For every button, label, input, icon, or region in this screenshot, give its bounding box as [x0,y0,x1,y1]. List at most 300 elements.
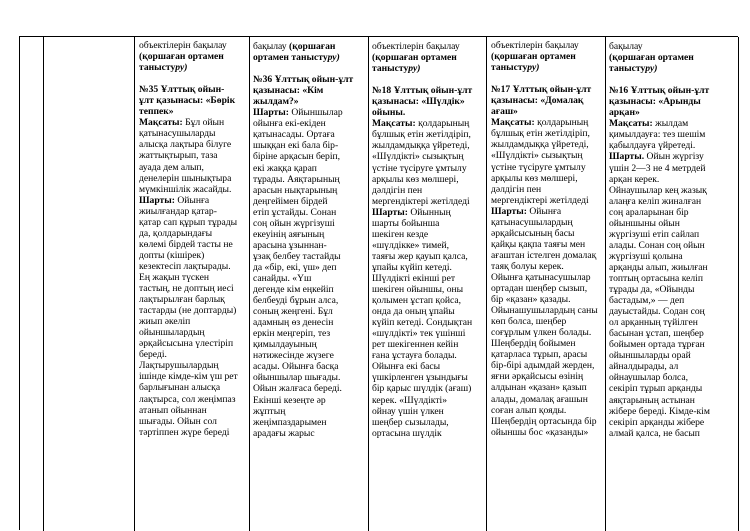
text-run: бойымен ортада тұрған [609,339,705,351]
text-run: соғұрлым үлкен болады. [491,327,592,339]
text-line [372,151,486,162]
text-run: соның жеңгені. Бұл [253,306,333,318]
text-run: алмай қалса, не басып [609,427,700,439]
text-line [139,73,249,84]
text-run: танысту [372,63,409,75]
text-line [139,162,249,173]
text-run: қайқы қақпа таяғы мен [491,238,586,250]
text-line [253,317,368,328]
text-line [139,95,249,106]
text-run: объектілерін бақылау [139,40,227,51]
text-line [609,96,738,107]
text-run: секіріп тұрып арқанды [609,383,703,395]
text-line [372,185,486,196]
text-line [139,360,249,371]
text-run: шеңбер сызылады, [372,416,449,428]
text-run: бұлшық етін жетілдіріп, [491,128,590,140]
text-line [609,383,738,394]
text-line [609,118,738,129]
text-line [253,196,368,207]
text-line [139,51,249,62]
text-line [609,163,738,174]
text-line [491,195,605,206]
text-run: дауыстайды. Содан соң [609,306,705,318]
text-line [609,174,738,185]
text-run: ойыншылар шығады. [253,372,341,384]
text-run: деңгейімен бірдей [253,195,328,207]
text-line [253,251,368,262]
text-line [253,85,368,96]
text-line [253,306,368,317]
text-line [372,140,486,151]
text-line [253,151,368,162]
text-run: жылдамдыққа үйретеді, [491,139,589,151]
text-run: №35 Ұлттық ойын- [139,84,225,96]
text-run: ғана ұстауға болады. [372,350,457,362]
text-line [253,284,368,295]
text-line [491,84,605,95]
text-line [372,339,486,350]
text-run: үстіне түсіруге ұмтылу [491,161,586,173]
text-line [609,107,738,118]
text-line [491,62,605,73]
table-cell [139,40,249,438]
text-run: еркін меңгеріп, тез [253,328,331,340]
text-run: да «бір, екі, үш» деп [253,261,337,273]
text-line [491,117,605,128]
text-line [491,261,605,272]
text-line [609,218,738,229]
table-cell [491,40,605,438]
text-run: арқылы көз мөлшері, [491,172,578,184]
text-run: жиылғандар қатар- [139,205,217,217]
text-run: санайды. «Үш [253,272,312,284]
text-line [253,240,368,251]
text-run: береді. [139,349,167,361]
text-line [372,361,486,372]
text-run: ойыншы бос «қазанды» [491,426,589,438]
text-line [609,251,738,262]
text-run: біріне арқасын беріп, [253,151,341,163]
text-run: Бұл ойын [182,117,225,129]
text-run: ішінде кімде-кім үш рет [139,371,238,383]
text-line [372,383,486,394]
text-line [139,272,249,283]
text-line [491,416,605,427]
text-run: лақтырса, сол жеңімпаз [139,393,236,405]
text-line [139,283,249,294]
text-line [253,372,368,383]
text-run: ортадан шеңбер сызып, [491,283,588,295]
text-run: үстіне түсіруге ұмтылу [372,162,467,174]
text-run: соң ойын жүргізуші [253,217,335,229]
text-line [253,406,368,417]
text-run: алдынан «қазан» қазып [491,382,587,394]
text-line [491,228,605,239]
text-line [609,295,738,306]
text-run: Ойынға қатынасушылар [491,271,591,283]
text-line [491,371,605,382]
text-line [609,196,738,207]
text-line [491,217,605,228]
text-run: №17 Ұлттық ойын-ұлт [491,84,592,96]
text-run: адамның өз денесін [253,317,334,329]
text-line [253,229,368,240]
text-line [372,163,486,174]
text-run: аяқтарының астынан [609,394,695,406]
text-run: ағаштан істелген домалақ [491,249,597,261]
text-line [253,174,368,185]
text-run: ойнаушылар болса, [609,372,689,384]
text-run: нәтижесінде жүзеге [253,350,334,362]
text-line [372,317,486,328]
text-run: Мақсаты: [491,117,535,129]
text-line [372,74,486,85]
text-line [372,196,486,207]
text-run: қазынасы: «Кім [253,85,324,97]
text-line [372,174,486,185]
text-line [491,394,605,405]
text-line [253,140,368,151]
text-run: ру) [527,62,540,74]
text-line [609,372,738,383]
text-run: кезектесіп лақтырады. [139,260,231,272]
text-line [491,95,605,106]
text-line [139,394,249,405]
text-run: ағаш» [491,106,518,118]
text-line [139,316,249,327]
text-run: ойыншыны ойын [609,217,680,229]
text-line [491,305,605,316]
text-run: (қоршаған ортамен [372,52,457,64]
text-line [253,328,368,339]
text-line [609,406,738,417]
text-run: әрқайсысының басы [491,227,575,239]
text-run: ауада дем алып, [139,161,204,173]
text-line [253,262,368,273]
text-run: үшін 2—3 не 4 метрдей [609,162,706,174]
text-run: қолымен ұстап қойса, [372,295,462,307]
text-run: Шарты: [253,107,289,119]
text-line [253,163,368,174]
text-line [491,139,605,150]
table-cell [372,41,486,439]
text-run: жүргізуші қолына [609,250,683,262]
text-run: Ойыншылар [288,107,343,119]
text-run: қолдарының [415,118,470,130]
text-run: күйіп кетеді. Сондықтан [372,317,473,329]
text-run: қатынасушыларды [139,128,216,140]
text-line [491,184,605,195]
text-line [253,207,368,218]
text-line [609,207,738,218]
text-line [139,40,249,51]
text-line [609,284,738,295]
text-line [253,218,368,229]
text-run: да, қолдарындағы [139,227,213,239]
text-line [491,128,605,139]
text-run: қатынасушылардың [491,216,573,228]
text-line [372,41,486,52]
text-run: (қоршаған ортамен [491,51,576,63]
text-run: ойыншылардың [139,327,205,339]
text-run: мергендіктері жетілдеді [491,194,589,206]
text-run: «шүлдікке» тимей, [372,239,450,251]
text-line [609,350,738,361]
text-line [609,185,738,196]
text-line [609,74,738,85]
text-run: Ойынға [526,205,562,217]
text-run: жиып әкеліп [139,316,191,328]
text-line [609,85,738,96]
text-line [491,316,605,327]
text-run: тастың, не доптың иесі [139,283,234,295]
text-line [491,150,605,161]
text-run: Ойынашушылардың саны [491,305,598,317]
text-line [139,261,249,272]
text-line [372,52,486,63]
text-line [609,52,738,63]
text-run: (қоршаған ортамен [609,52,694,64]
text-line [139,305,249,316]
text-run: яғни әрқайсысы өзінің [491,371,584,383]
text-run: ұпайы күйіп кетеді. [372,261,452,273]
text-line [139,239,249,250]
text-line [372,428,486,439]
text-line [372,96,486,107]
text-line [139,206,249,217]
text-line [372,229,486,240]
text-line [372,118,486,129]
text-line [491,427,605,438]
text-run: арқан» [609,107,640,119]
text-run: қазынасы: «Домалақ [491,95,584,107]
text-run: алады, домалақ ағашын [491,393,588,405]
text-line [491,40,605,51]
text-line [253,417,368,428]
text-run: Шүлдікті екінші рет [372,272,456,284]
text-line [609,361,738,372]
text-run: топтың ортасына келіп [609,272,703,284]
text-run: арасын нықтарының [253,184,338,196]
text-line [372,395,486,406]
text-run: шарты бойынша [372,217,440,229]
text-run: жеңімпаздарымен [253,416,327,428]
text-run: объектілерін бақылау [491,40,579,51]
text-line [253,52,368,63]
text-run: белбеуді бұрын алса, [253,295,339,307]
text-line [253,339,368,350]
text-run: шекіген кезде [372,228,429,240]
text-line [491,272,605,283]
text-line [372,406,486,417]
text-run: ойнау үшін үлкен [372,405,444,417]
text-run: Мақсаты: [139,117,183,129]
text-run: ру) [645,63,658,75]
text-line [253,350,368,361]
text-line [253,41,368,52]
text-line [139,382,249,393]
text-line [491,106,605,117]
text-run: Шарты: [139,194,175,206]
text-run: ойыны. [372,107,406,119]
text-run: басынан ұстап, шеңбер [609,328,704,340]
text-run: ойынға екі-екіден [253,118,326,130]
text-line [372,417,486,428]
text-line [139,106,249,117]
text-run: үшкірленген ұзындығы [372,372,468,384]
text-run: айналдырады, ал [609,361,679,373]
text-run: арқан керек. [609,173,660,185]
text-run: Ойын жүргізу [644,151,704,163]
text-run: бір-бірі адымдай жерден, [491,360,595,372]
text-line [491,349,605,360]
text-line [253,129,368,140]
text-run: ұлт қазынасы: «Бөрік [139,95,236,107]
text-run: мергендіктері жетілдеді [372,195,470,207]
text-run: денелерін шынықтыра [139,172,232,184]
text-line [139,184,249,195]
text-line [491,73,605,84]
text-line [253,118,368,129]
text-run: екеуінің аяғының [253,228,325,240]
text-run: онда да оның ұпайы [372,306,455,318]
text-run: дегенде кім еңкейіп [253,284,334,296]
text-run: секіріп арқанды жібере [609,416,705,428]
text-line [609,339,738,350]
text-run: Екінші кезеңте әр [253,394,326,406]
text-run: ұзақ белбеу тастайды [253,250,341,262]
text-run: Шеңбердің бойымен [491,338,576,350]
text-run: Шарты: [372,206,408,218]
text-run: жылдам [652,118,689,130]
text-run: алысқа лақтыра білуге [139,139,232,151]
text-line [253,107,368,118]
text-run: Шарты. [609,151,645,163]
text-line [491,51,605,62]
text-run: шыққан екі бала бір- [253,140,339,152]
text-run: «Шүлдікті» сызықтың [372,151,464,163]
text-run: «шүлдікті» тек үшінші [372,328,466,340]
text-line [609,273,738,284]
text-line [372,328,486,339]
text-run: екі жаққа қарап [253,162,317,174]
text-run: жаттықтырып, таза [139,150,218,162]
table-column-day-5 [606,37,739,531]
text-line [609,129,738,140]
text-line [139,62,249,73]
text-run: теппек» [139,106,174,118]
text-line [491,294,605,305]
text-run: Ойынға екі басы [372,361,441,373]
text-run: қазынасы: «Шүлдік» [372,96,465,108]
text-line [372,306,486,317]
text-line [253,273,368,284]
text-run: Мақсаты: [372,118,416,130]
text-line [609,262,738,273]
text-run: жібере береді. Кімде-кім [609,405,710,417]
text-run: ортамен танысту [253,52,328,64]
text-run: допты (кішірек) [139,249,205,261]
text-line [372,129,486,140]
text-line [253,96,368,107]
table-column-day-3 [369,37,487,531]
text-line [253,74,368,85]
text-line [491,382,605,393]
text-run: барлығынан алысқа [139,382,221,394]
text-run: бақылау [253,41,289,52]
text-line [609,317,738,328]
text-run: Шеңбердің ортасында бір [491,415,597,427]
text-run: бір қарыс шүлдік (ағаш) [372,383,472,395]
text-run: соған алып қояды. [491,404,567,416]
text-run: тұрады. Аяқтарының [253,173,340,185]
text-run: (қоршаған [289,41,336,52]
text-run: тастарды (не доптарды) [139,305,237,317]
text-line [609,140,738,151]
text-run: ру) [408,63,421,75]
text-line [139,195,249,206]
text-line [491,283,605,294]
text-run: қатарласа тұрып, арасы [491,349,588,361]
text-run: арқылы көз мөлшері, [372,173,459,185]
text-line [139,349,249,360]
text-run: жұптың [253,405,286,417]
text-line [372,63,486,74]
text-run: (қоршаған ортамен [139,51,224,63]
text-line [139,250,249,261]
text-line [139,84,249,95]
text-line [372,273,486,284]
text-line [609,240,738,251]
text-line [253,395,368,406]
plan-table [19,36,738,530]
text-run: арқанды алып, жиылған [609,261,708,273]
text-run: танысту [609,63,646,75]
text-run: танысту [491,62,528,74]
text-run: ортасына шүлдік [372,427,442,439]
table-cell [609,41,738,439]
text-line [372,372,486,383]
text-line [491,405,605,416]
text-run: дәлдігін пен [491,183,542,195]
text-run: Лақтырушылардың [139,360,219,372]
text-run: жылдамдыққа үйретеді, [372,140,470,152]
text-line [253,63,368,74]
text-line [372,240,486,251]
text-line [491,239,605,250]
text-line [609,306,738,317]
text-run: Ойынға [174,194,210,206]
text-line [253,361,368,372]
text-run: көп болса, шеңбер [491,316,567,328]
text-line [491,206,605,217]
text-run: жылдам?» [253,96,299,108]
text-line [139,139,249,150]
text-line [253,383,368,394]
text-run: алаңға келіп жиналған [609,195,702,207]
text-run: ру) [327,52,340,64]
text-line [609,417,738,428]
text-line [139,128,249,139]
text-run: Шарты: [491,205,527,217]
text-line [491,338,605,349]
text-run: алады. Сонан соң ойын [609,239,705,251]
text-run: тәртіппен жүре береді [139,426,230,438]
text-line [139,228,249,239]
text-line [372,284,486,295]
table-column-day-1 [135,37,250,531]
